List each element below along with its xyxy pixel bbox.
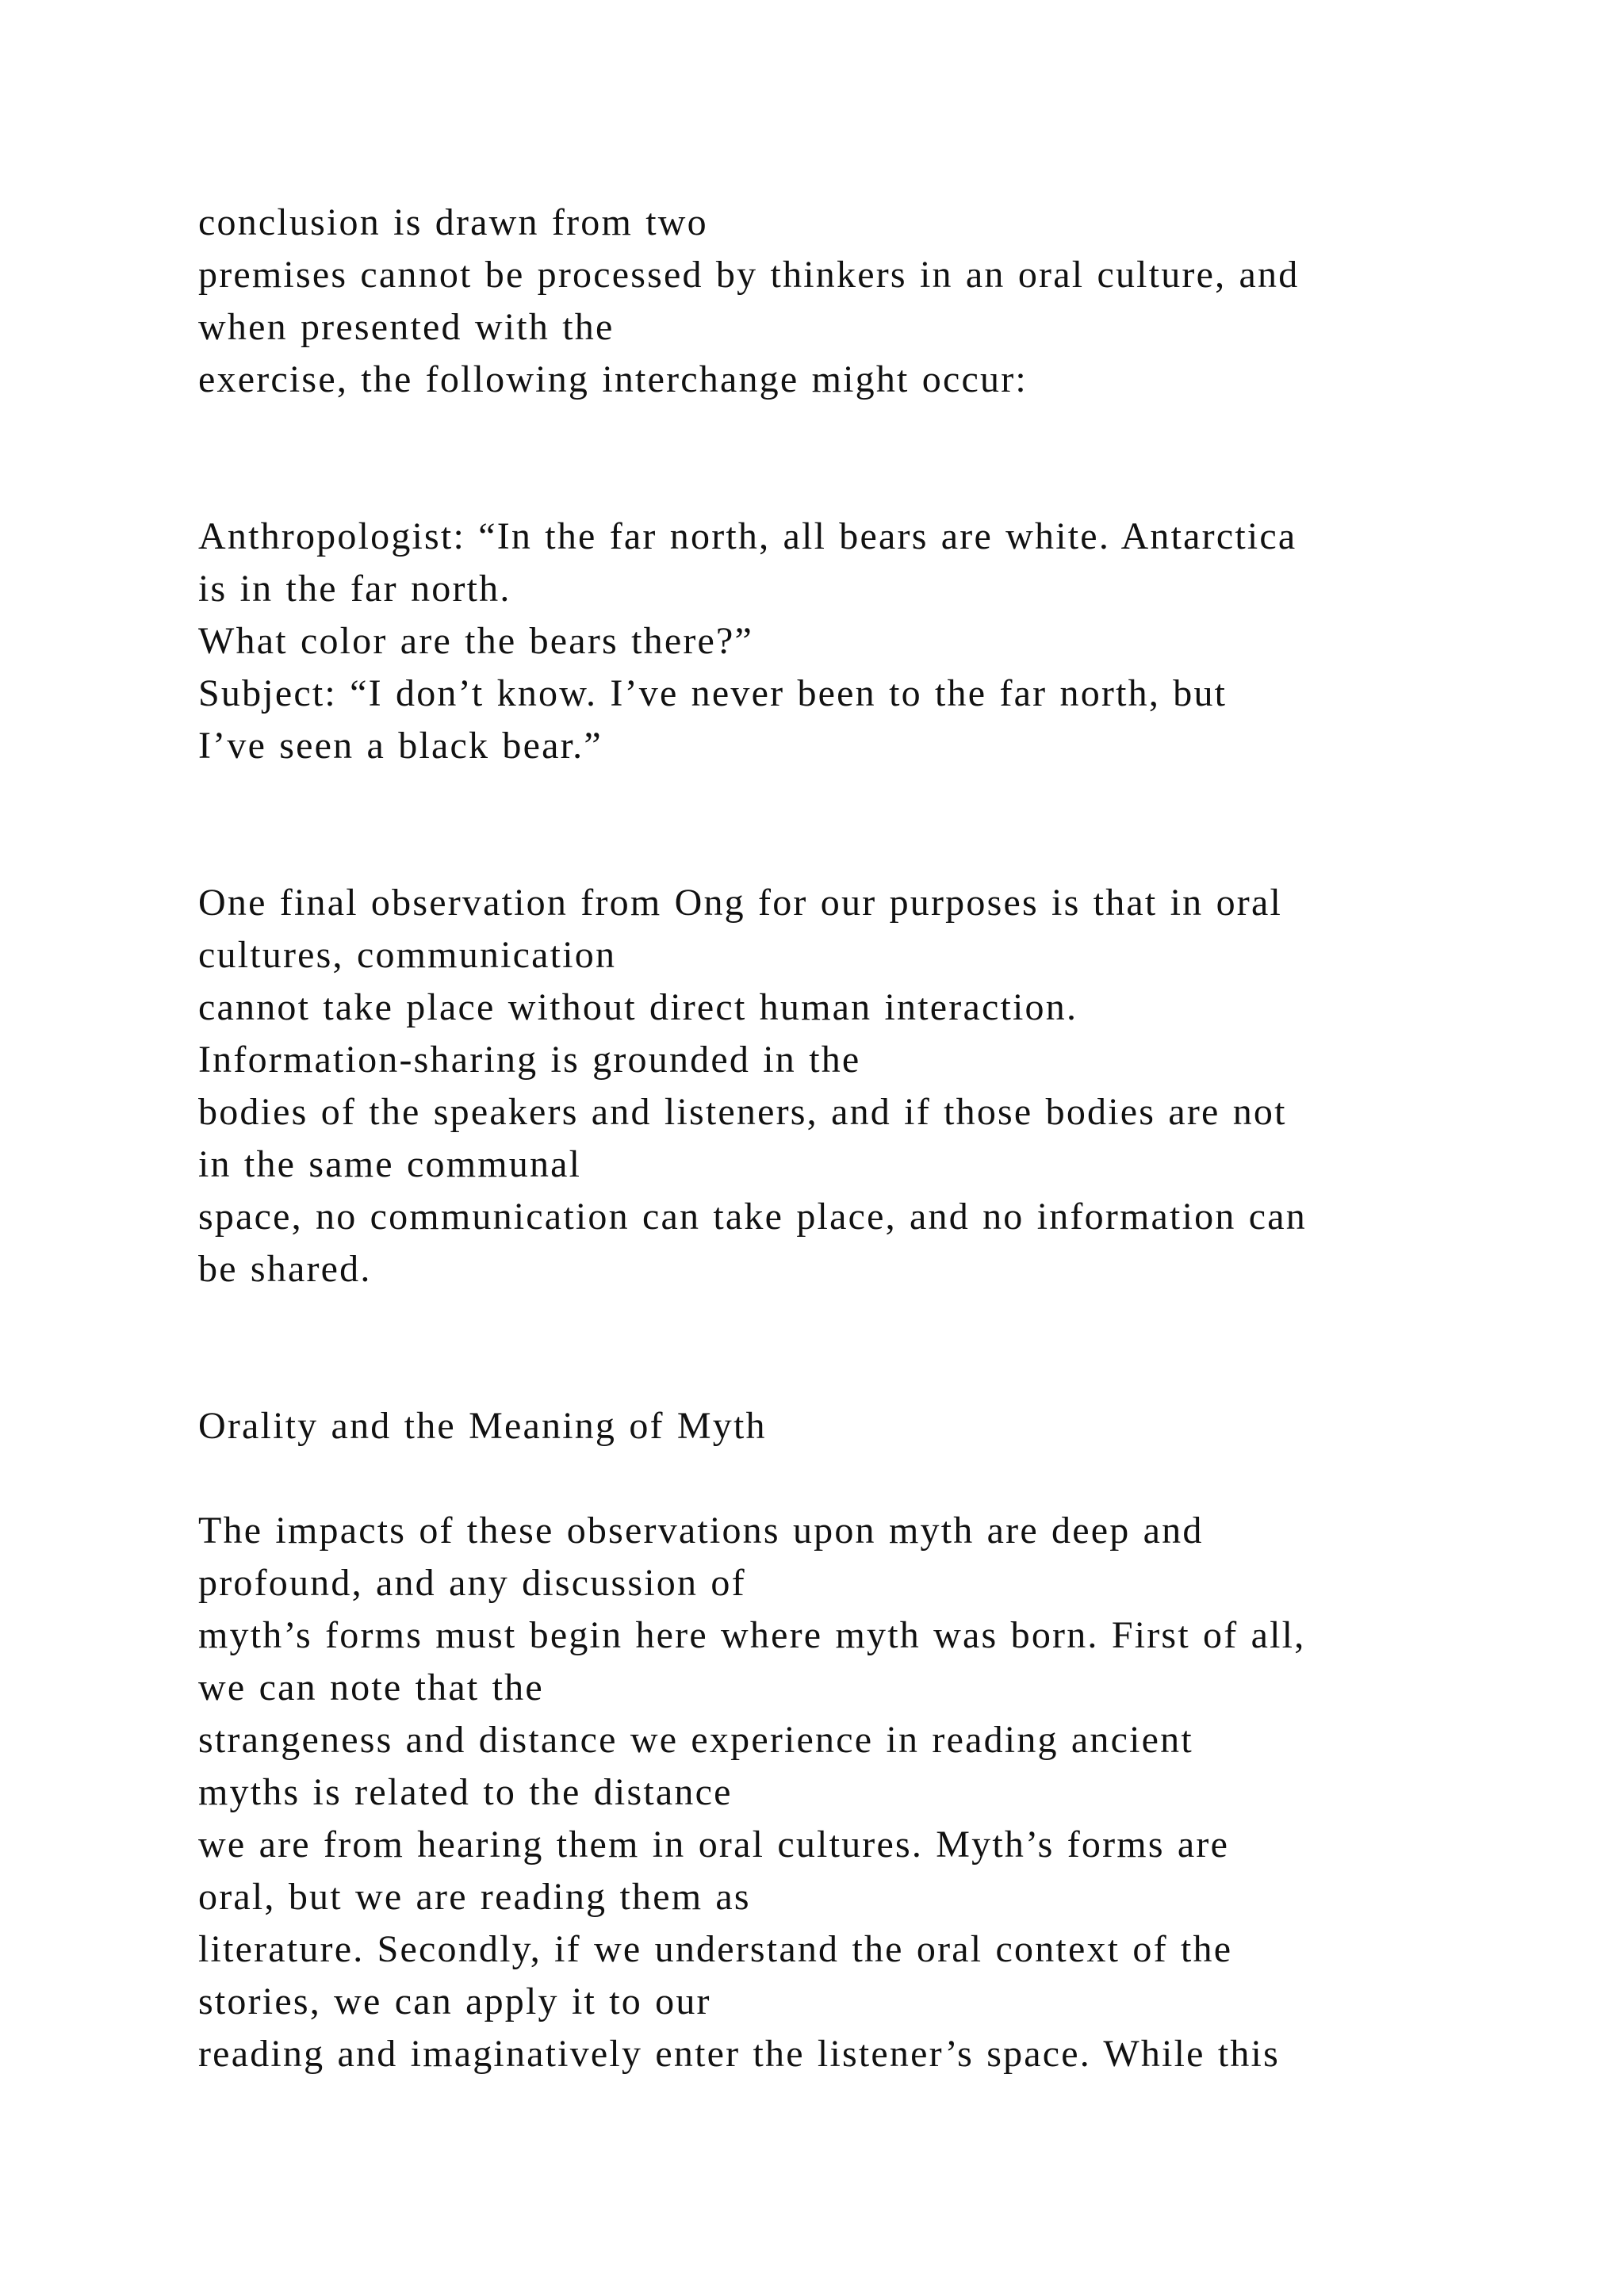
paragraph-spacer (198, 406, 1507, 511)
text-line: myth’s forms must begin here where myth was born. First of all, (198, 1614, 1306, 1656)
text-line: be shared. (198, 1248, 372, 1290)
text-line: myths is related to the distance (198, 1771, 733, 1813)
text-line: is in the far north. (198, 568, 511, 610)
text-line: stories, we can apply it to our (198, 1980, 711, 2022)
text-line: What color are the bears there?” (198, 620, 754, 662)
paragraph-ong-observation (198, 877, 1507, 1295)
text-line: The impacts of these observations upon myth are deep and (198, 1510, 1204, 1552)
text-line: I’ve seen a black bear.” (198, 725, 603, 767)
document-body (198, 197, 1507, 2080)
text-line: in the same communal (198, 1143, 582, 1185)
paragraph-spacer (198, 1295, 1507, 1400)
text-line: premises cannot be processed by thinkers in an oral culture, and (198, 254, 1300, 296)
heading-spacer (198, 1452, 1507, 1505)
text-line: Information-sharing is grounded in the (198, 1039, 861, 1081)
text-line: literature. Secondly, if we understand the oral context of the (198, 1928, 1233, 1970)
text-line: exercise, the following interchange might occur: (198, 358, 1028, 400)
text-line: Subject: “I don’t know. I’ve never been to the far north, but (198, 672, 1228, 714)
text-line: bodies of the speakers and listeners, and if those bodies are not (198, 1091, 1287, 1133)
paragraph-myth-impacts (198, 1505, 1507, 2080)
text-line: conclusion is drawn from two (198, 201, 708, 243)
section-heading: Orality and the Meaning of Myth (198, 1405, 767, 1447)
text-line: cannot take place without direct human interaction. (198, 986, 1078, 1028)
paragraph-syllogism-intro (198, 197, 1507, 406)
text-line: Anthropologist: “In the far north, all bears are white. Antarctica (198, 515, 1297, 557)
text-line: we are from hearing them in oral cultures. Myth’s forms are (198, 1823, 1230, 1866)
text-line: oral, but we are reading them as (198, 1876, 751, 1918)
text-line: One final observation from Ong for our purposes is that in oral (198, 882, 1282, 924)
text-line: we can note that the (198, 1667, 544, 1709)
text-line: space, no communication can take place, and no information can (198, 1196, 1307, 1238)
text-line: reading and imaginatively enter the listener’s space. While this (198, 2033, 1280, 2075)
text-line: cultures, communication (198, 934, 617, 976)
text-line: strangeness and distance we experience in reading ancient (198, 1719, 1193, 1761)
paragraph-spacer (198, 772, 1507, 877)
text-line: profound, and any discussion of (198, 1562, 746, 1604)
paragraph-bear-dialogue (198, 511, 1507, 772)
text-line: when presented with the (198, 306, 615, 348)
